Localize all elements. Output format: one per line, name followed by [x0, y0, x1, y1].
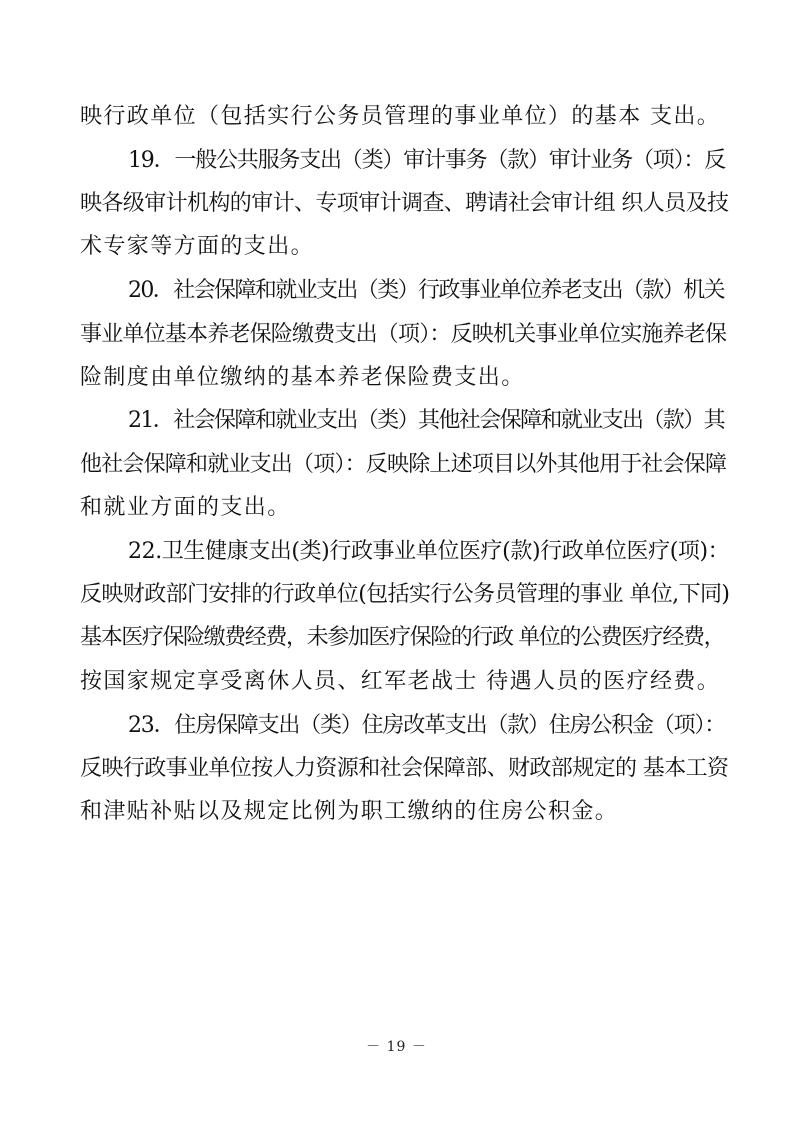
- text-line: 基本医疗保险缴费经费，未参加医疗保险的行政 单位的公费医疗经费，: [80, 625, 725, 650]
- item-23-heading: 23．住房保障支出（类）住房改革支出（款）住房公积金（项）：: [128, 713, 725, 738]
- item-19-heading: 19．一般公共服务支出（类）审计事务（款）审计业务（项）：反: [128, 148, 725, 173]
- text-line: 反映财政部门安排的行政单位(包括实行公务员管理的事业 单位,下同): [80, 582, 730, 607]
- item-22-heading: 22.卫生健康支出(类)行政事业单位医疗(款)行政单位医疗(项)：: [128, 539, 730, 564]
- text-line: 术专家等方面的支出。: [80, 234, 315, 259]
- text-line: 映行政单位（包括实行公务员管理的事业单位）的基本 支出。: [80, 104, 721, 129]
- item-21-heading: 21．社会保障和就业支出（类）其他社会保障和就业支出（款）其: [128, 408, 724, 433]
- item-20-heading: 20．社会保障和就业支出（类）行政事业单位养老支出（款）机关: [128, 278, 724, 303]
- page-number: － 19 －: [366, 1039, 427, 1055]
- text-line: 他社会保障和就业支出（项）：反映除上述项目以外其他用于社会保障: [80, 452, 727, 477]
- text-line: 反映行政事业单位按人力资源和社会保障部、财政部规定的 基本工资: [80, 756, 729, 781]
- text-line: 事业单位基本养老保险缴费支出（项）：反映机关事业单位实施养老保: [80, 322, 727, 347]
- text-line: 映各级审计机构的审计、专项审计调查、聘请社会审计组 织人员及技: [80, 191, 729, 216]
- text-line: 险制度由单位缴纳的基本养老保险费支出。: [80, 365, 525, 390]
- text-line: 和就业方面的支出。: [80, 495, 291, 520]
- text-line: 和津贴补贴以及规定比例为职工缴纳的住房公积金。: [80, 799, 619, 824]
- text-line: 按国家规定享受离休人员、红军老战士 待遇人员的医疗经费。: [80, 669, 721, 694]
